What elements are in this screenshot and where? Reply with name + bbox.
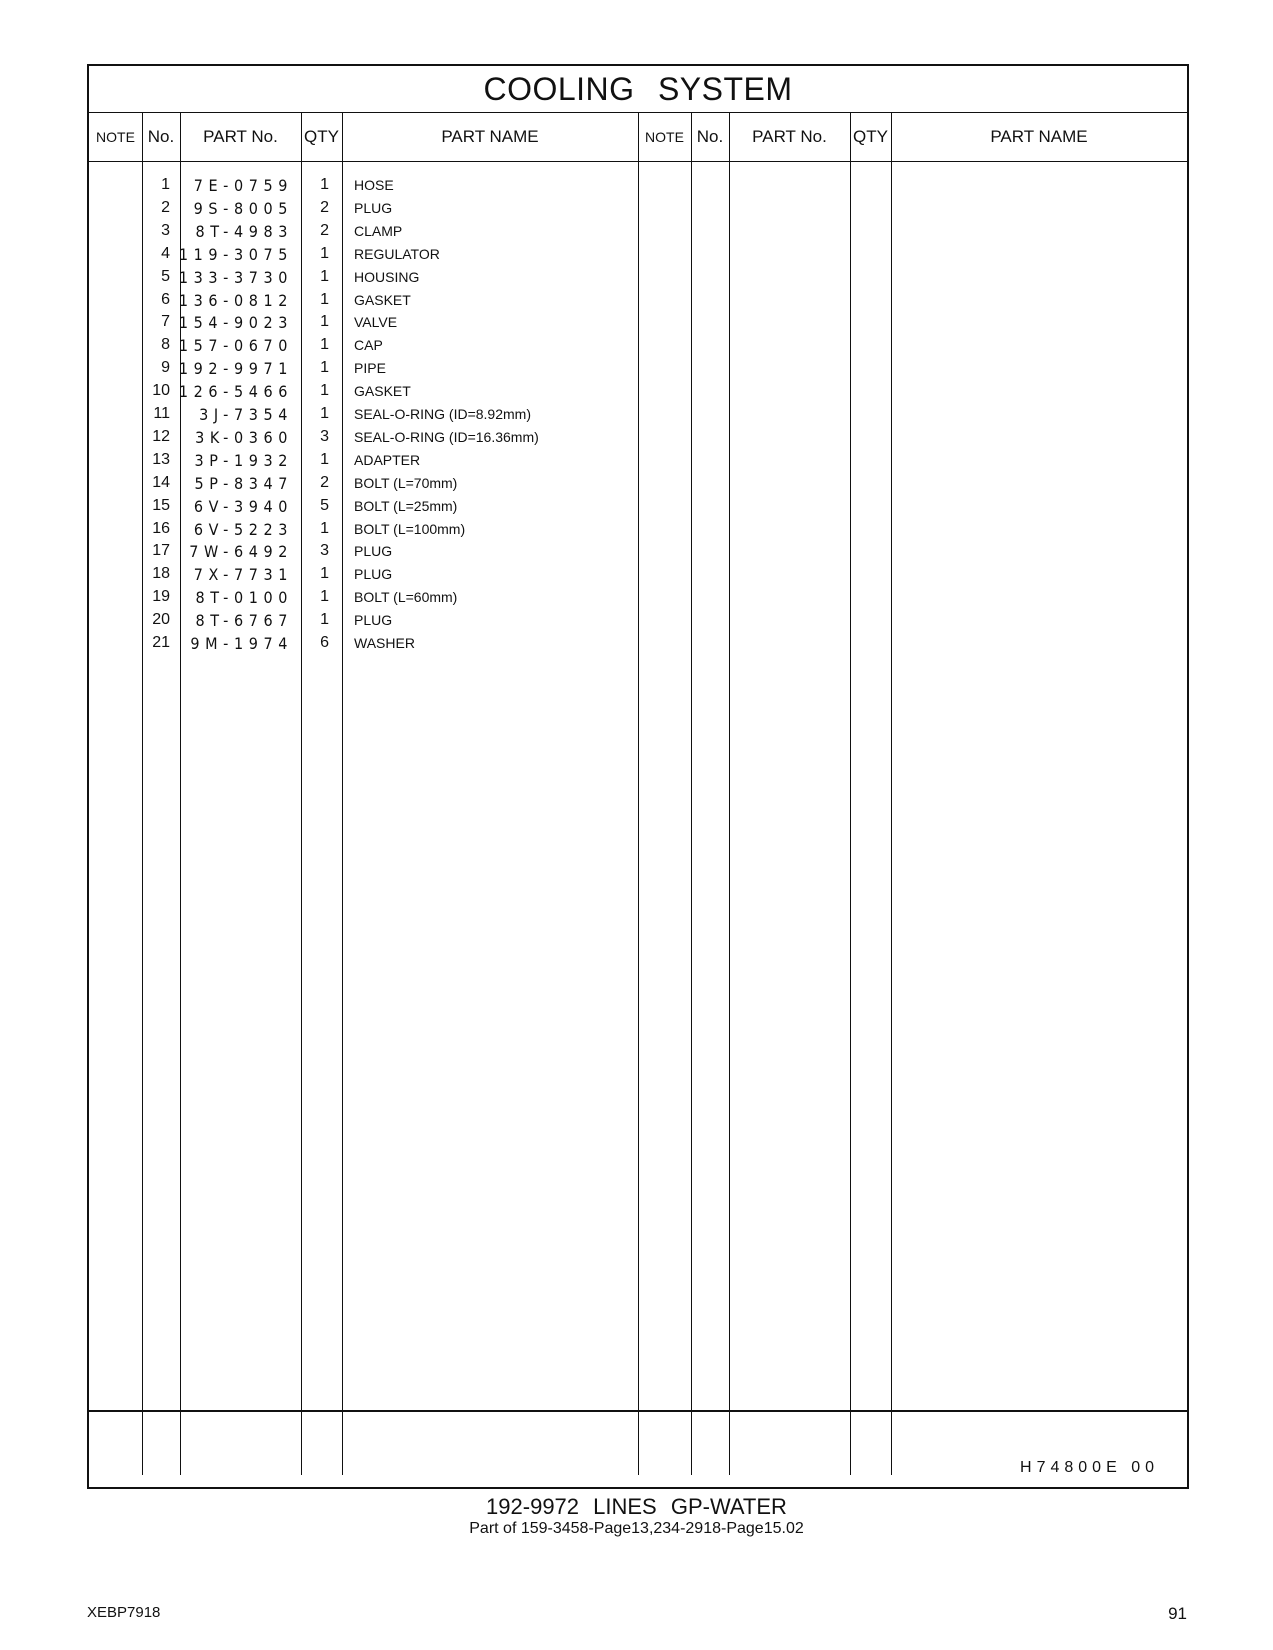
part-number: 8T-6767 (195, 611, 293, 631)
item-number: 8 (161, 336, 170, 354)
part-number: 5P-8347 (194, 473, 293, 493)
table-row (89, 176, 1187, 199)
parts-table (87, 64, 1189, 1489)
header-part-no-left: PART No. (203, 127, 278, 146)
table-row (89, 291, 1187, 314)
table-row (89, 497, 1187, 520)
part-name: GASKET (354, 383, 411, 400)
part-name: BOLT (L=70mm) (354, 474, 458, 491)
part-number: 7W-6492 (189, 542, 293, 562)
part-number: 126-5466 (178, 382, 293, 402)
item-number: 18 (152, 565, 170, 583)
part-number: 9S-8005 (193, 198, 293, 218)
part-number: 9M-1974 (190, 634, 293, 653)
quantity: 2 (320, 198, 329, 216)
table-row (89, 588, 1187, 611)
table-row (89, 634, 1187, 657)
part-name: PLUG (354, 543, 393, 560)
part-name: GASKET (354, 291, 411, 308)
quantity: 2 (320, 221, 329, 239)
group-title: 192-9972 LINES GP-WATER (486, 1494, 787, 1519)
header-qty-right: QTY (853, 127, 888, 146)
quantity: 1 (320, 290, 329, 308)
part-number: 7X-7731 (193, 565, 293, 585)
part-number: 8T-0100 (195, 588, 293, 608)
table-row (89, 520, 1187, 543)
part-number: 119-3075 (178, 244, 293, 264)
part-name: WASHER (354, 635, 415, 651)
item-number: 16 (152, 519, 170, 537)
table-row (89, 382, 1187, 405)
item-number: 15 (152, 496, 170, 514)
table-row (89, 222, 1187, 245)
quantity: 1 (320, 588, 329, 606)
item-number: 13 (152, 450, 170, 468)
quantity: 6 (320, 634, 329, 651)
header-no-right: No. (696, 127, 724, 146)
item-number: 10 (152, 382, 170, 400)
quantity: 1 (320, 244, 329, 262)
table-code: H74800E 00 (1020, 1459, 1159, 1476)
table-row (89, 336, 1187, 359)
part-number: 136-0812 (178, 290, 293, 310)
item-number: 7 (161, 313, 170, 331)
part-name: PLUG (354, 612, 393, 629)
quantity: 1 (320, 313, 329, 331)
part-name: BOLT (L=60mm) (354, 589, 458, 606)
table-row (89, 268, 1187, 291)
item-number: 2 (161, 198, 170, 216)
part-name: VALVE (354, 314, 398, 331)
part-number: 157-0670 (178, 336, 293, 356)
quantity: 1 (320, 176, 329, 193)
item-number: 5 (161, 267, 170, 285)
part-number: 6V-5223 (193, 519, 293, 539)
quantity: 1 (320, 382, 329, 400)
part-name: ADAPTER (354, 451, 421, 468)
part-number: 3P-1932 (194, 450, 293, 470)
table-row (89, 245, 1187, 268)
part-number: 192-9971 (178, 359, 293, 379)
part-name: CLAMP (354, 222, 403, 239)
table-row (89, 313, 1187, 336)
item-number: 3 (161, 221, 170, 239)
part-number: 3J-7354 (199, 405, 293, 424)
header-no-left: No. (147, 127, 175, 146)
part-name: PIPE (354, 360, 386, 377)
part-name: BOLT (L=100mm) (354, 520, 466, 537)
item-number: 20 (152, 611, 170, 629)
quantity: 2 (320, 473, 329, 491)
quantity: 1 (320, 611, 329, 629)
item-number: 9 (161, 359, 170, 377)
part-number: 154-9023 (178, 313, 293, 333)
part-number: 8T-4983 (195, 221, 293, 241)
quantity: 1 (320, 565, 329, 583)
part-name: REGULATOR (354, 245, 440, 262)
header-part-no-right: PART No. (752, 127, 827, 146)
quantity: 1 (320, 519, 329, 537)
table-row (89, 565, 1187, 588)
quantity: 1 (320, 267, 329, 285)
part-number: 3K-0360 (195, 427, 293, 447)
item-number: 4 (161, 244, 170, 262)
table-row (89, 451, 1187, 474)
quantity: 1 (320, 450, 329, 468)
group-subtitle: Part of 159-3458-Page13,234-2918-Page15.02 (469, 1520, 804, 1537)
quantity: 3 (320, 427, 329, 445)
table-row (89, 199, 1187, 222)
item-number: 1 (161, 176, 170, 193)
part-name: HOSE (354, 177, 394, 193)
part-name: CAP (354, 337, 383, 354)
part-number: 6V-3940 (193, 496, 293, 516)
part-name: HOUSING (354, 268, 420, 285)
table-row (89, 611, 1187, 634)
item-number: 19 (152, 588, 170, 606)
quantity: 1 (320, 359, 329, 377)
header-part-name-right: PART NAME (990, 127, 1088, 146)
header-note-left: NOTE (96, 129, 135, 145)
quantity: 1 (320, 405, 329, 422)
header-qty-left: QTY (304, 127, 339, 146)
table-row (89, 542, 1187, 565)
part-name: PLUG (354, 199, 393, 216)
table-row (89, 359, 1187, 382)
item-number: 14 (152, 473, 170, 491)
part-name: BOLT (L=25mm) (354, 497, 458, 514)
item-number: 21 (152, 634, 170, 651)
part-number: 7E-0759 (193, 176, 293, 195)
quantity: 1 (320, 336, 329, 354)
table-row (89, 474, 1187, 497)
header-part-name-left: PART NAME (441, 127, 539, 146)
item-number: 17 (152, 542, 170, 560)
part-name: SEAL-O-RING (ID=16.36mm) (354, 428, 539, 445)
document-id: XEBP7918 (87, 1604, 161, 1621)
quantity: 5 (320, 496, 329, 514)
item-number: 12 (152, 427, 170, 445)
part-name: SEAL-O-RING (ID=8.92mm) (354, 406, 531, 422)
header-note-right: NOTE (645, 129, 684, 145)
page-title: COOLING SYSTEM (89, 66, 1187, 113)
item-number: 11 (153, 405, 170, 422)
table-footer-rule (89, 1410, 1187, 1412)
table-row (89, 405, 1187, 428)
item-number: 6 (161, 290, 170, 308)
part-name: PLUG (354, 566, 393, 583)
table-row (89, 428, 1187, 451)
quantity: 3 (320, 542, 329, 560)
part-number: 133-3730 (178, 267, 293, 287)
page-number: 91 (1168, 1604, 1187, 1623)
